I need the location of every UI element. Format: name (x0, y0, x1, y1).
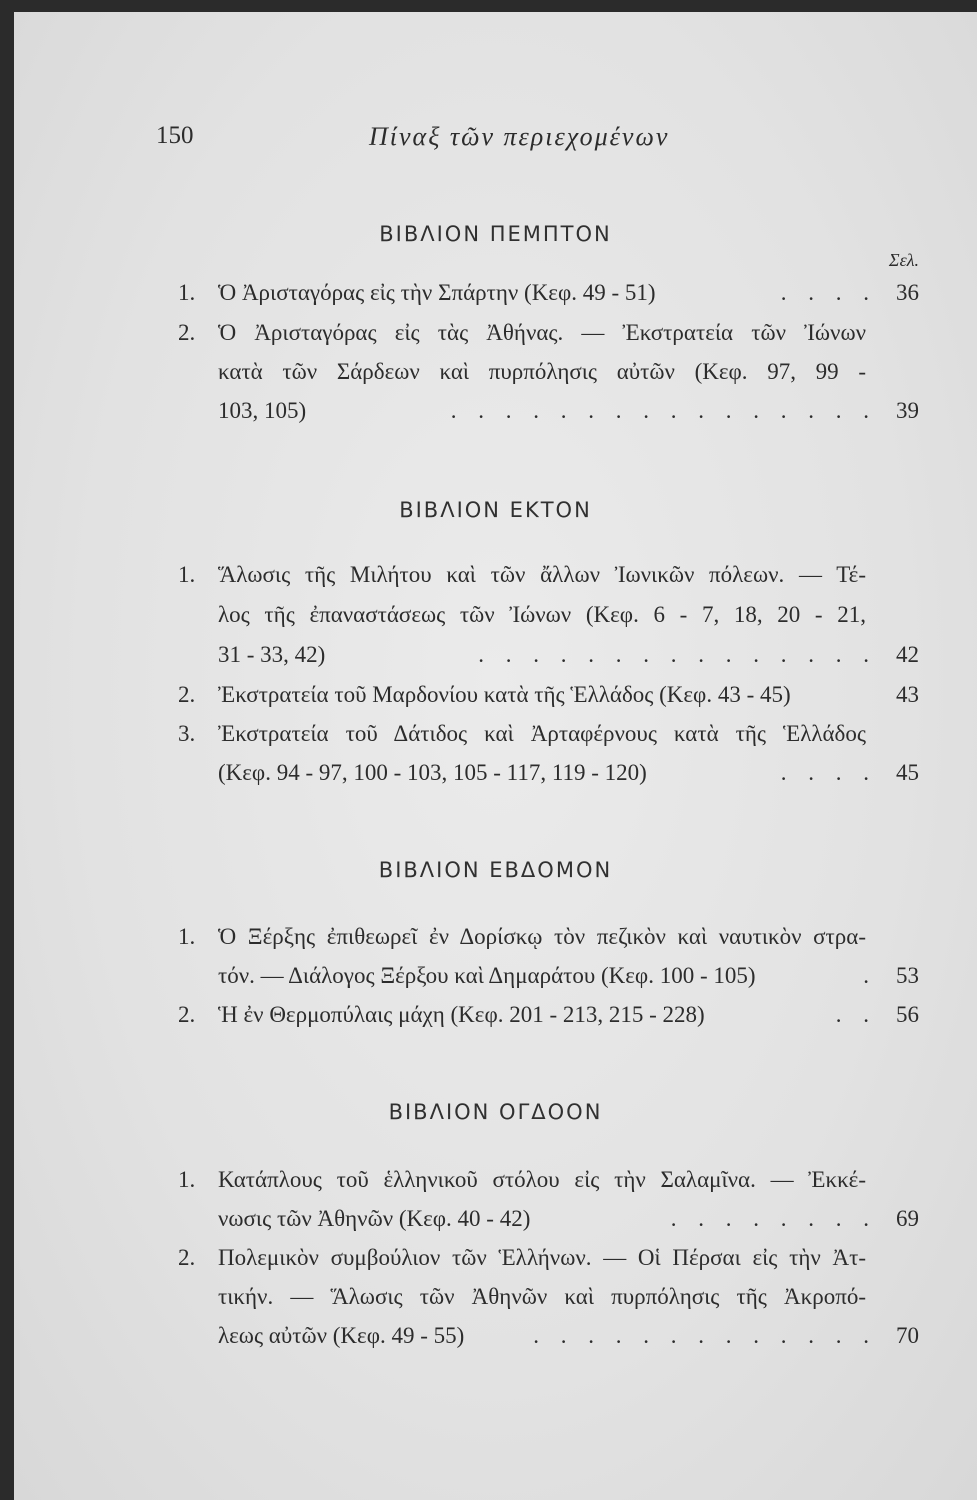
book-title: ΒΙΒΛΙΟΝ ΟΓΔΟΟΝ (388, 1100, 603, 1124)
toc-entry-continuation (14, 760, 977, 796)
toc-entry-continuation (14, 359, 977, 395)
toc-entry-continuation (14, 1323, 977, 1359)
leader-dots: . (863, 963, 877, 988)
entry-page: 53 (896, 963, 919, 988)
toc-entry (14, 682, 977, 718)
entry-number: 1. (178, 924, 196, 949)
entry-text: λεως αὐτῶν (Κεφ. 49 - 55) (218, 1323, 465, 1348)
entry-page: 45 (896, 760, 919, 785)
toc-entry (14, 1245, 977, 1281)
entry-text: Κατάπλους τοῦ ἑλληνικοῦ στόλου εἰς τὴν Σαλαμῖνα. — Ἐκκέ- (218, 1167, 866, 1192)
entry-text: κατὰ τῶν Σάρδεων καὶ πυρπόλησις αὐτῶν (Κεφ. 97, 99 - (218, 359, 866, 384)
entry-number: 2. (178, 682, 196, 707)
entry-number: 1. (178, 562, 196, 587)
entry-text: Ἐκστρατεία τοῦ Δάτιδος καὶ Ἀρταφέρνους κατὰ τῆς Ἑλλάδος (218, 721, 866, 746)
entry-text: Ἅλωσις τῆς Μιλήτου καὶ τῶν ἄλλων Ἰωνικῶν πόλεων. — Τέ- (218, 562, 866, 587)
toc-entry (14, 924, 977, 960)
entry-text: λος τῆς ἐπαναστάσεως τῶν Ἰώνων (Κεφ. 6 - 7, 18, 20 - 21, (218, 602, 866, 627)
toc-entry (14, 1002, 977, 1038)
entry-text: Ἐκστρατεία τοῦ Μαρδονίου κατὰ τῆς Ἑλλάδος (Κεφ. 43 - 45) (218, 682, 791, 707)
entry-text: Ὁ Ξέρξης ἐπιθεωρεῖ ἐν Δορίσκῳ τὸν πεζικὸν καὶ ναυτικὸν στρα- (218, 924, 866, 949)
entry-number: 2. (178, 1245, 196, 1270)
leader-dots: . . . . (780, 280, 877, 305)
toc-entry-continuation (14, 602, 977, 638)
leader-dots: . . . . . . . . . . . . . . . (478, 642, 877, 667)
toc-entry-continuation (14, 398, 977, 434)
book-page (14, 12, 977, 1500)
leader-dots: . . (835, 1002, 877, 1027)
entry-number: 1. (178, 280, 196, 305)
entry-text: Ὁ Ἀρισταγόρας εἰς τὴν Σπάρτην (Κεφ. 49 - 51) (218, 280, 656, 305)
toc-entry (14, 562, 977, 598)
entry-text: νωσις τῶν Ἀθηνῶν (Κεφ. 40 - 42) (218, 1206, 531, 1231)
leader-dots: . . . . . . . . (670, 1206, 877, 1231)
entry-page: 69 (896, 1206, 919, 1231)
entry-text: 103, 105) (218, 398, 307, 423)
entry-text: (Κεφ. 94 - 97, 100 - 103, 105 - 117, 119 - 120) (218, 760, 647, 785)
pages-column-label: Σελ. (888, 250, 919, 270)
leader-dots: . . . . . . . . . . . . . (533, 1323, 877, 1348)
entry-page: 70 (896, 1323, 919, 1348)
leader-dots: . . . . (780, 760, 877, 785)
entry-text: Ὁ Ἀρισταγόρας εἰς τὰς Ἀθήνας. — Ἐκστρατεία τῶν Ἰώνων (218, 320, 866, 345)
page-header (14, 122, 977, 162)
entry-text: Πολεμικὸν συμβούλιον τῶν Ἑλλήνων. — Οἱ Πέρσαι εἰς τὴν Ἀτ- (218, 1245, 866, 1270)
toc-entry (14, 721, 977, 757)
entry-page: 39 (896, 398, 919, 423)
entry-text: τόν. — Διάλογος Ξέρξου καὶ Δημαράτου (Κεφ. 100 - 105) (218, 963, 756, 988)
page-number: 150 (156, 122, 194, 149)
entry-number: 2. (178, 320, 196, 345)
book-title: ΒΙΒΛΙΟΝ ΠΕΜΠΤΟΝ (379, 222, 612, 246)
entry-page: 56 (896, 1002, 919, 1027)
entry-text: τικήν. — Ἅλωσις τῶν Ἀθηνῶν καὶ πυρπόλησις τῆς Ἀκροπό- (218, 1284, 866, 1309)
entry-page: 42 (896, 642, 919, 667)
toc-entry (14, 280, 977, 316)
entry-text: Ἡ ἐν Θερμοπύλαις μάχη (Κεφ. 201 - 213, 215 - 228) (218, 1002, 705, 1027)
toc-entry (14, 320, 977, 356)
entry-number: 1. (178, 1167, 196, 1192)
entry-text: 31 - 33, 42) (218, 642, 326, 667)
toc-entry-continuation (14, 1206, 977, 1242)
entry-page: 36 (896, 280, 919, 305)
toc-entry-continuation (14, 1284, 977, 1320)
entry-number: 3. (178, 721, 196, 746)
toc-entry-continuation (14, 963, 977, 999)
running-title: Πίναξ τῶν περιεχομένων (369, 122, 670, 151)
toc-entry-continuation (14, 642, 977, 678)
toc-entry (14, 1167, 977, 1203)
entry-number: 2. (178, 1002, 196, 1027)
leader-dots: . . . . . . . . . . . . . . . . (450, 398, 877, 423)
book-title: ΒΙΒΛΙΟΝ ΕΚΤΟΝ (399, 498, 592, 522)
entry-page: 43 (896, 682, 919, 707)
book-title: ΒΙΒΛΙΟΝ ΕΒΔΟΜΟΝ (378, 858, 613, 882)
